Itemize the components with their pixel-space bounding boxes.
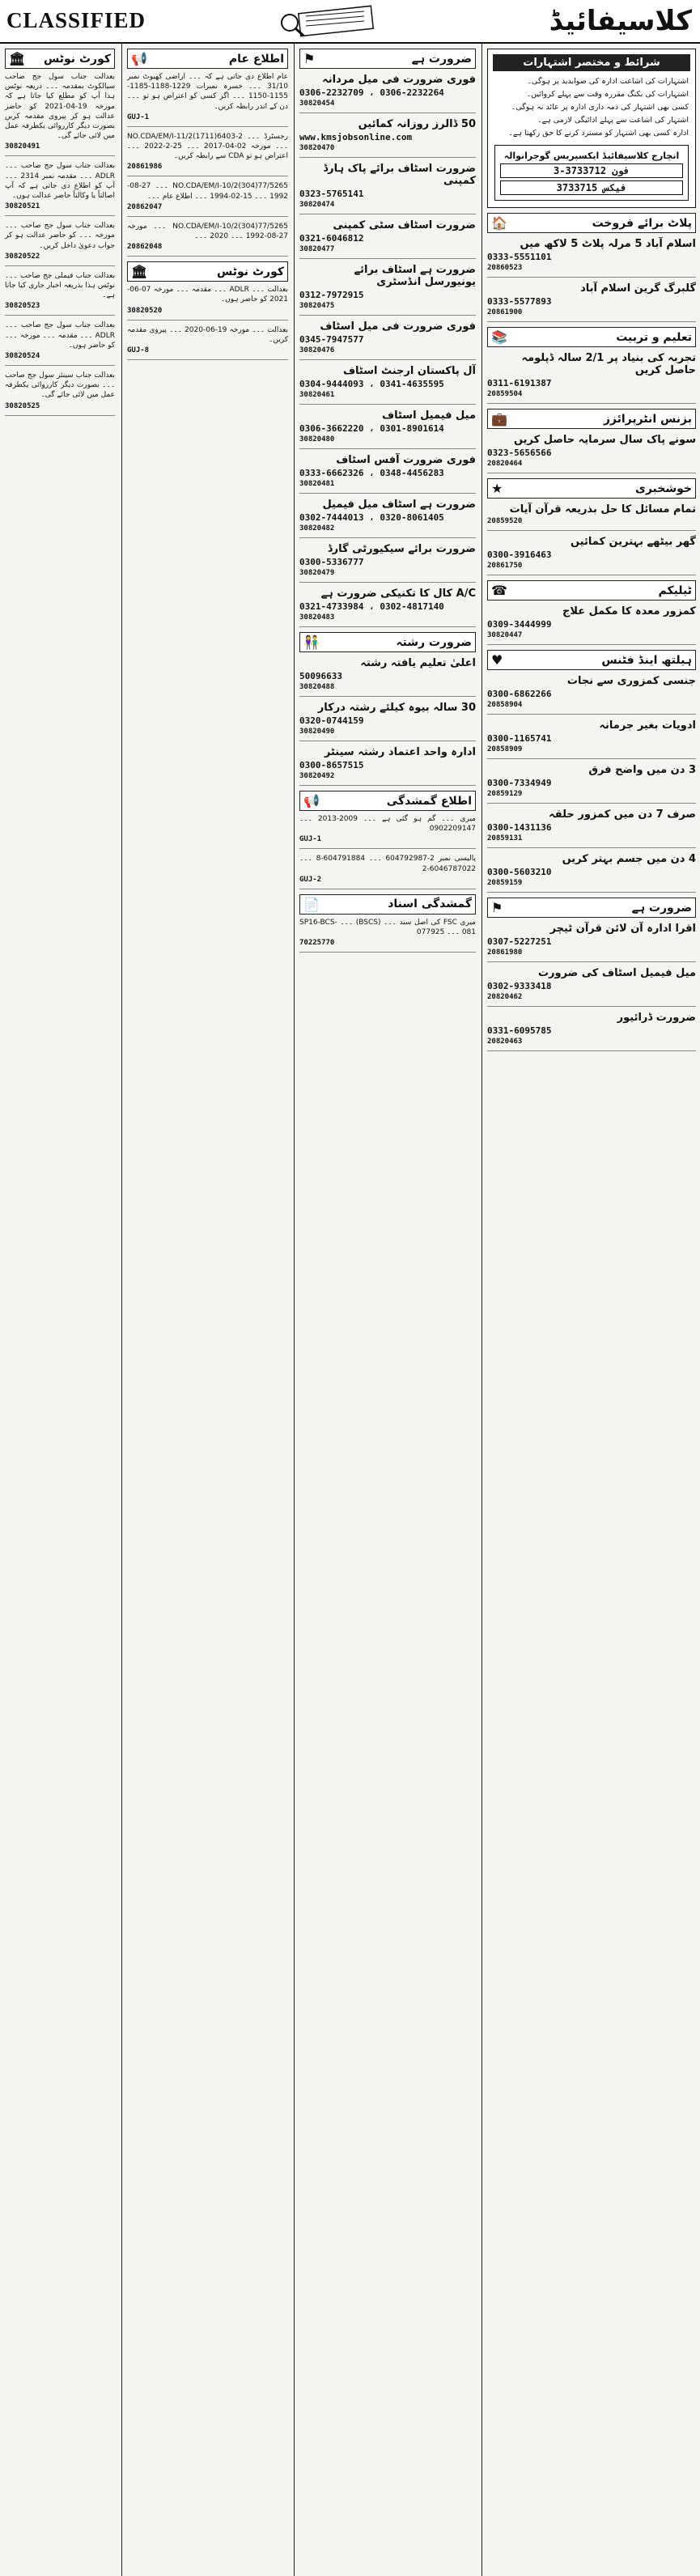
job-ad: ضرورت برائے سیکیورٹی گارڈ 0300-5336777 30820479 bbox=[299, 543, 476, 583]
offer-ad: گھر بیٹھے بہترین کمائیں 0300-3916463 20861750 bbox=[487, 536, 696, 575]
section-header-lost-documents: گمشدگی اسناد 📄 bbox=[299, 894, 476, 915]
header-title-en: CLASSIFIED bbox=[6, 8, 146, 32]
building-icon: 🏛 bbox=[9, 51, 26, 66]
job-ad: میل فیمیل اسٹاف 0306-3662220 ، 0301-8901614 30820480 bbox=[299, 410, 476, 449]
ad-item: بعدالت جناب سول جج صاحب ۔۔۔ ADLR ۔۔۔ مقدمہ نمبر 2314 ۔۔۔ آپ کو اطلاع دی جاتی ہے کہ آپ اصالتاً یا وکالتاً حاضر عدالت ہوں۔ 30820521 bbox=[5, 161, 115, 216]
phone-icon: ☎ bbox=[491, 583, 507, 598]
offer-ad: اسلام آباد 5 مرلہ پلاٹ 5 لاکھ میں 0333-5551101 20860523 bbox=[487, 238, 696, 278]
proposal-ad: اعلیٰ تعلیم یافتہ رشتہ 50096633 30820488 bbox=[299, 657, 476, 697]
section-header: خوشخبری ★ bbox=[487, 478, 696, 499]
offer-ad: 3 دن میں واضح فرق 0300-7334949 20859129 bbox=[487, 764, 696, 804]
ad-item: بعدالت جناب سول جج صاحب سیالکوٹ بمقدمہ ۔۔۔ ذریعہ نوٹس ہذا آپ کو مطلع کیا جاتا ہے کہ مورخہ 19-04-2021 کو حاضر عدالت ہو کر پیروی مقدمہ کریں بصورت دیگر کارروائی یکطرفہ عمل میں لائی جائے گی۔ 30820491 bbox=[5, 72, 115, 156]
incharge-fax: فیکس 3733715 bbox=[500, 180, 683, 195]
section-header: پلاٹ برائے فروخت 🏠 bbox=[487, 213, 696, 233]
header-title-ur: کلاسیفائیڈ bbox=[549, 5, 692, 37]
job-ad: فوری ضرورت فی میل مردانہ 0306-2232709 ، 0306-2232264 30820454 bbox=[299, 74, 476, 113]
page-header bbox=[0, 0, 700, 44]
megaphone-icon: 📢 bbox=[303, 793, 320, 808]
book-icon: 📚 bbox=[491, 329, 507, 345]
section-header: تعلیم و تربیت 📚 bbox=[487, 327, 696, 347]
offer-ad: ادویات بغیر جرمانہ 0300-1165741 20858909 bbox=[487, 719, 696, 759]
job-ad: ضرورت ہے اسٹاف برائے یونیورسل انڈسٹری 0312-7972915 30820475 bbox=[299, 264, 476, 316]
offer-ad: تمام مسائل کا حل بذریعہ قرآن آیات 20859520 bbox=[487, 503, 696, 531]
job-ad: فوری ضرورت آفس اسٹاف 0333-6662326 ، 0348-4456283 30820481 bbox=[299, 454, 476, 494]
offer-ad: ضرورت ڈرائیور 0331-6095785 20820463 bbox=[487, 1012, 696, 1051]
megaphone-icon: 📢 bbox=[131, 51, 147, 66]
section-header-wanted: ضرورت ہے ⚑ bbox=[299, 49, 476, 69]
column-public-notices bbox=[121, 44, 293, 2576]
offer-ad: سونے پاک سال سرمایہ حاصل کریں 0323-5656566 20820464 bbox=[487, 434, 696, 473]
job-ad: فوری ضرورت فی میل اسٹاف 0345-7947577 30820476 bbox=[299, 320, 476, 360]
rule-item: اشتہار کی اشاعت سے پہلے ادائیگی لازمی ہے۔ bbox=[537, 116, 689, 125]
offer-ad: اقرا ادارہ آن لائن قرآن ٹیچر 0307-5227251 20861980 bbox=[487, 923, 696, 962]
ad-item: NO.CDA/EM/I-10/2(304)77/5265 ۔۔۔ 27-08-1992 ۔۔۔ 15-02-1994 ۔۔۔ اطلاع عام ۔۔۔ 20862047 bbox=[127, 181, 288, 216]
document-icon: 📄 bbox=[303, 896, 320, 912]
section-header-court-2: کورٹ نوٹس 🏛 bbox=[127, 261, 288, 282]
couple-icon: 👫 bbox=[303, 634, 320, 650]
rule-item: اشتہارات کی اشاعت ادارہ کی صوابدید پر ہوگی۔ bbox=[527, 77, 689, 86]
signpost-icon: ⚑ bbox=[491, 900, 503, 915]
ad-item: رجسٹرڈ ۔۔۔ NO.CDA/EM/I-11/2(1711)6403-2 ۔۔۔ مورخہ 02-04-2017 ۔۔۔ 25-2-2022 ۔۔۔ اعتراض ہو تو CDA سے رابطہ کریں۔ 20861986 bbox=[127, 132, 288, 177]
job-ad: ضرورت اسٹاف برائے پاک ہارڈ کمپنی 0323-5765141 30820474 bbox=[299, 163, 476, 214]
briefcase-icon: 💼 bbox=[491, 411, 507, 427]
rules-heading: شرائط و مختصر اشتہارات bbox=[493, 54, 690, 71]
ad-item: بعدالت جناب فیملی جج صاحب ۔۔۔ نوٹس ہذا بذریعہ اخبار جاری کیا جاتا ہے۔ 30820523 bbox=[5, 271, 115, 316]
incharge-box bbox=[494, 145, 689, 201]
ad-item: بعدالت جناب سول جج صاحب ۔۔۔ مورخہ ۔۔۔ کو حاضر عدالت ہو کر جواب دعویٰ داخل کریں۔ 30820522 bbox=[5, 221, 115, 266]
newspaper-illustration-icon bbox=[267, 5, 405, 37]
offer-ad: کمزور معدہ کا مکمل علاج 0309-3444999 30820447 bbox=[487, 605, 696, 645]
offer-ad: 4 دن میں جسم بہتر کریں 0300-5603210 20859159 bbox=[487, 853, 696, 893]
ad-item: میری ۔۔۔ گم ہو گئی ہے ۔۔۔ 2009-2013 ۔۔۔ 0902209147 GUJ-1 bbox=[299, 814, 476, 849]
column-court-notices bbox=[0, 44, 120, 2576]
section-header: ضرورت ہے ⚑ bbox=[487, 898, 696, 918]
proposal-ad: 30 سالہ بیوہ کیلئے رشتہ درکار 0320-0744159 30820490 bbox=[299, 702, 476, 741]
section-header: بزنس انٹرپرائزز 💼 bbox=[487, 409, 696, 429]
job-ad: A/C کال کا تکنیکی ضرورت ہے 0321-4733984 ، 0302-4817140 30820483 bbox=[299, 588, 476, 627]
job-ad: 50 ڈالرز روزانہ کمائیں www.kmsjobsonline.com 30820470 bbox=[299, 118, 476, 158]
offer-ad: تجربہ کی بنیاد پر 2/1 سالہ ڈپلومہ حاصل کریں 0311-6191387 20859504 bbox=[487, 352, 696, 404]
section-header: ٹیلیکم ☎ bbox=[487, 580, 696, 601]
ad-item: عام اطلاع دی جاتی ہے کہ ۔۔۔ اراضی کھیوٹ نمبر 31/10 ۔۔۔ خسرہ نمبرات 1229-1188-1185-1155-1150 ۔۔۔ اگر کسی کو اعتراض ہو تو ۔۔۔ دن کے اندر رابطہ کریں۔ GUJ-1 bbox=[127, 72, 288, 127]
offer-ad: گلبرگ گرین اسلام آباد 0333-5577893 20861900 bbox=[487, 282, 696, 322]
job-ad: آل پاکستان ارجنٹ اسٹاف 0304-9444093 ، 0341-4635595 30820461 bbox=[299, 365, 476, 405]
offer-ad: میل فیمیل اسٹاف کی ضرورت 0302-9333418 20820462 bbox=[487, 967, 696, 1007]
ad-item: بعدالت ۔۔۔ مورخہ 19-06-2020 ۔۔۔ پیروی مقدمہ کریں۔ GUJ-8 bbox=[127, 325, 288, 360]
section-header-court: کورٹ نوٹس 🏛 bbox=[5, 49, 115, 69]
column-jobs bbox=[294, 44, 481, 2576]
signpost-icon: ⚑ bbox=[303, 51, 316, 66]
rule-item: ادارہ کسی بھی اشتہار کو مسترد کرنے کا حق رکھتا ہے۔ bbox=[508, 129, 689, 138]
section-header-public-notice: اطلاع عام 📢 bbox=[127, 49, 288, 69]
rule-item: کسی بھی اشتہار کی ذمہ داری ادارہ پر عائد نہ ہوگی۔ bbox=[511, 103, 689, 112]
ad-item: NO.CDA/EM/I-10/2(304)77/5265 ۔۔۔ مورخہ 27-08-1992 ۔۔۔ 2020 ۔۔۔ 20862048 bbox=[127, 222, 288, 257]
ad-item: میری FSC کی اصل سند ۔۔۔ (BSCS) ۔۔۔ SP16-BCS-081 ۔۔۔ 077925 70225770 bbox=[299, 918, 476, 953]
incharge-label: انچارج کلاسیفائیڈ ایکسپریس گوجرانوالہ bbox=[503, 151, 680, 161]
rules-box bbox=[487, 49, 696, 208]
job-ad: ضرورت اسٹاف سٹی کمپنی 0321-6046812 30820477 bbox=[299, 219, 476, 259]
star-icon: ★ bbox=[491, 481, 503, 496]
columns bbox=[0, 44, 700, 2576]
rule-item: اشتہارات کی بکنگ مقررہ وقت سے پہلے کروائیں۔ bbox=[526, 90, 689, 99]
section-header: ہیلتھ اینڈ فٹنس ♥ bbox=[487, 650, 696, 670]
ad-item: بعدالت جناب سینئر سول جج صاحب ۔۔۔ بصورت دیگر کارروائی یکطرفہ عمل میں لائی جائے گی۔ 30820525 bbox=[5, 371, 115, 416]
heart-icon: ♥ bbox=[491, 652, 503, 668]
column-rules-and-offers bbox=[482, 44, 700, 2576]
section-header-lost-notice: اطلاع گمشدگی 📢 bbox=[299, 791, 476, 811]
ad-item: بعدالت ۔۔۔ ADLR ۔۔۔ مقدمہ ۔۔۔ مورخہ 07-06-2021 کو حاضر ہوں۔ 30820520 bbox=[127, 285, 288, 320]
proposal-ad: ادارہ واحد اعتماد رشتہ سینٹر 0300-8657515 30820492 bbox=[299, 746, 476, 786]
ad-item: پالیسی نمبر 2-604792987 ۔۔۔ 604791884-8 ۔۔۔ 6046787022-2 GUJ-2 bbox=[299, 854, 476, 889]
offer-ad: صرف 7 دن میں کمزور حلقہ 0300-1431136 20859131 bbox=[487, 808, 696, 848]
section-header-proposals: ضرورت رشتہ 👫 bbox=[299, 632, 476, 652]
building-icon: 🏛 bbox=[131, 264, 148, 280]
offer-ad: جنسی کمزوری سے نجات 0300-6862266 20858904 bbox=[487, 675, 696, 715]
incharge-phone: فون 3733712-3 bbox=[500, 163, 683, 178]
job-ad: ضرورت ہے اسٹاف میل فیمیل 0302-7444013 ، 0320-8061405 30820482 bbox=[299, 499, 476, 538]
house-icon: 🏠 bbox=[491, 215, 507, 231]
ad-item: بعدالت جناب سول جج صاحب ۔۔۔ ADLR ۔۔۔ مقدمہ ۔۔۔ مورخہ ۔۔۔ کو حاضر ہوں۔ 30820524 bbox=[5, 320, 115, 366]
